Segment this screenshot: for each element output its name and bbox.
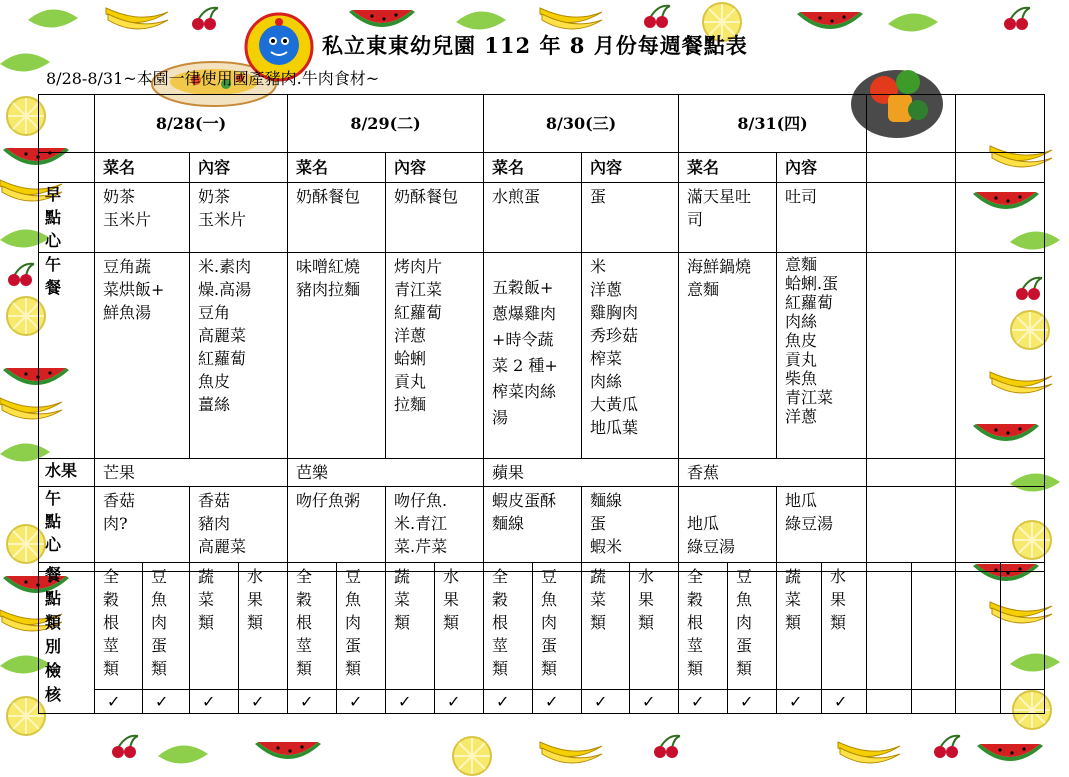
category-grains: 全 穀 根 莖 類 xyxy=(679,563,728,690)
dish-name: 香菇 肉? xyxy=(95,487,190,572)
col-header-name: 菜名 xyxy=(95,153,190,183)
empty-cell xyxy=(956,183,1045,253)
dish-name: 水煎蛋 xyxy=(484,183,582,253)
empty-cell xyxy=(867,563,912,690)
fruit-item: 芒果 xyxy=(95,459,288,487)
dish-name: 海鮮鍋燒 意麵 xyxy=(679,253,777,459)
empty-cell xyxy=(956,487,1045,572)
checkmark: ✓ xyxy=(435,690,484,714)
dish-name: 奶酥餐包 xyxy=(288,183,386,253)
category-protein: 豆 魚 肉 蛋 類 xyxy=(337,563,386,690)
fruit-item: 芭樂 xyxy=(288,459,484,487)
dish-content: 米 洋蔥 雞胸肉 秀珍菇 榨菜 肉絲 大黃瓜 地瓜葉 xyxy=(582,253,679,459)
empty-cell xyxy=(1001,563,1045,690)
page-title: 私立東東幼兒園 112 年 8 月份每週餐點表 xyxy=(322,33,748,58)
col-header-content: 內容 xyxy=(190,153,288,183)
dish-content: 地瓜 綠豆湯 xyxy=(777,487,867,572)
empty-cell xyxy=(867,95,956,153)
col-header-content: 內容 xyxy=(386,153,484,183)
category-vegetables: 蔬 菜 類 xyxy=(386,563,435,690)
weekly-menu-table xyxy=(38,94,1045,572)
category-protein: 豆 魚 肉 蛋 類 xyxy=(533,563,582,690)
checkmark: ✓ xyxy=(484,690,533,714)
dish-name: 味噌紅燒 豬肉拉麵 xyxy=(288,253,386,459)
checkmark: ✓ xyxy=(288,690,337,714)
row-label-fruit: 水果 xyxy=(39,459,95,487)
empty-cell xyxy=(867,183,956,253)
empty-cell xyxy=(912,563,956,690)
empty-cell xyxy=(867,487,956,572)
dish-content: 烤肉片 青江菜 紅蘿蔔 洋蔥 蛤蜊 貢丸 拉麵 xyxy=(386,253,484,459)
column-header-row xyxy=(39,153,1045,183)
category-vegetables: 蔬 菜 類 xyxy=(190,563,239,690)
fruit-row xyxy=(39,459,1045,487)
empty-cell xyxy=(956,563,1001,690)
category-protein: 豆 魚 肉 蛋 類 xyxy=(728,563,777,690)
dish-content: 香菇 豬肉 高麗菜 xyxy=(190,487,288,572)
breakfast-row xyxy=(39,183,1045,253)
fruit-item: 蘋果 xyxy=(484,459,679,487)
day-header: 8/31(四) xyxy=(679,95,867,153)
checkmark: ✓ xyxy=(777,690,822,714)
checkmark: ✓ xyxy=(630,690,679,714)
dish-content: 蛋 xyxy=(582,183,679,253)
category-row xyxy=(39,563,1045,690)
dish-name: 五穀飯+ 蔥爆雞肉 +時令蔬 菜 2 種+ 榨菜肉絲 湯 xyxy=(484,253,582,459)
check-row xyxy=(39,690,1045,714)
row-label-category: 餐 點 類 別 檢 核 xyxy=(39,563,95,714)
day-header: 8/29(二) xyxy=(288,95,484,153)
empty-cell xyxy=(956,690,1001,714)
category-vegetables: 蔬 菜 類 xyxy=(582,563,630,690)
dish-content: 米.素肉 燥.高湯 豆角 高麗菜 紅蘿蔔 魚皮 薑絲 xyxy=(190,253,288,459)
empty-cell xyxy=(867,690,912,714)
checkmark: ✓ xyxy=(533,690,582,714)
empty-cell xyxy=(912,690,956,714)
row-label-breakfast: 早 點 心 xyxy=(39,183,95,253)
checkmark: ✓ xyxy=(679,690,728,714)
dish-content: 意麵 蛤蜊.蛋 紅蘿蔔 肉絲 魚皮 貢丸 柴魚 青江菜 洋蔥 xyxy=(777,253,867,459)
row-label-lunch: 午 餐 xyxy=(39,253,95,459)
empty-cell xyxy=(956,95,1045,153)
dish-content: 麵線 蛋 蝦米 xyxy=(582,487,679,572)
dish-name: 奶茶 玉米片 xyxy=(95,183,190,253)
dish-content: 吻仔魚. 米.青江 菜.芹菜 xyxy=(386,487,484,572)
category-check-table xyxy=(38,562,1045,714)
col-header-name: 菜名 xyxy=(288,153,386,183)
empty-cell xyxy=(956,153,1045,183)
corner-cell xyxy=(39,95,95,153)
checkmark: ✓ xyxy=(239,690,288,714)
category-protein: 豆 魚 肉 蛋 類 xyxy=(143,563,190,690)
checkmark: ✓ xyxy=(582,690,630,714)
col-header-content: 內容 xyxy=(777,153,867,183)
page-subtitle: 8/28-8/31~本園一律使用國產豬肉.牛肉食材~ xyxy=(46,69,380,88)
empty-cell xyxy=(956,253,1045,459)
day-header-row xyxy=(39,95,1045,153)
checkmark: ✓ xyxy=(337,690,386,714)
col-header-name: 菜名 xyxy=(679,153,777,183)
category-fruit: 水 果 類 xyxy=(822,563,867,690)
row-label-snack: 午 點 心 xyxy=(39,487,95,572)
dish-content: 奶茶 玉米片 xyxy=(190,183,288,253)
dish-name: 吻仔魚粥 xyxy=(288,487,386,572)
empty-cell xyxy=(956,459,1045,487)
empty-cell xyxy=(867,153,956,183)
checkmark: ✓ xyxy=(143,690,190,714)
empty-cell xyxy=(867,459,956,487)
checkmark: ✓ xyxy=(822,690,867,714)
afternoon-snack-row xyxy=(39,487,1045,572)
empty-cell xyxy=(39,153,95,183)
day-header: 8/28(一) xyxy=(95,95,288,153)
dish-name: 蝦皮蛋酥 麵線 xyxy=(484,487,582,572)
checkmark: ✓ xyxy=(728,690,777,714)
dish-name: 滿天星吐 司 xyxy=(679,183,777,253)
category-fruit: 水 果 類 xyxy=(435,563,484,690)
empty-cell xyxy=(1001,690,1045,714)
category-grains: 全 穀 根 莖 類 xyxy=(484,563,533,690)
day-header: 8/30(三) xyxy=(484,95,679,153)
checkmark: ✓ xyxy=(190,690,239,714)
category-vegetables: 蔬 菜 類 xyxy=(777,563,822,690)
dish-content: 奶酥餐包 xyxy=(386,183,484,253)
category-fruit: 水 果 類 xyxy=(630,563,679,690)
dish-name: 地瓜 綠豆湯 xyxy=(679,487,777,572)
fruit-item: 香蕉 xyxy=(679,459,867,487)
checkmark: ✓ xyxy=(386,690,435,714)
empty-cell xyxy=(867,253,956,459)
category-grains: 全 穀 根 莖 類 xyxy=(288,563,337,690)
category-fruit: 水 果 類 xyxy=(239,563,288,690)
category-grains: 全 穀 根 莖 類 xyxy=(95,563,143,690)
dish-content: 吐司 xyxy=(777,183,867,253)
dish-name: 豆角蔬 菜烘飯+ 鮮魚湯 xyxy=(95,253,190,459)
col-header-content: 內容 xyxy=(582,153,679,183)
col-header-name: 菜名 xyxy=(484,153,582,183)
checkmark: ✓ xyxy=(95,690,143,714)
lunch-row xyxy=(39,253,1045,459)
